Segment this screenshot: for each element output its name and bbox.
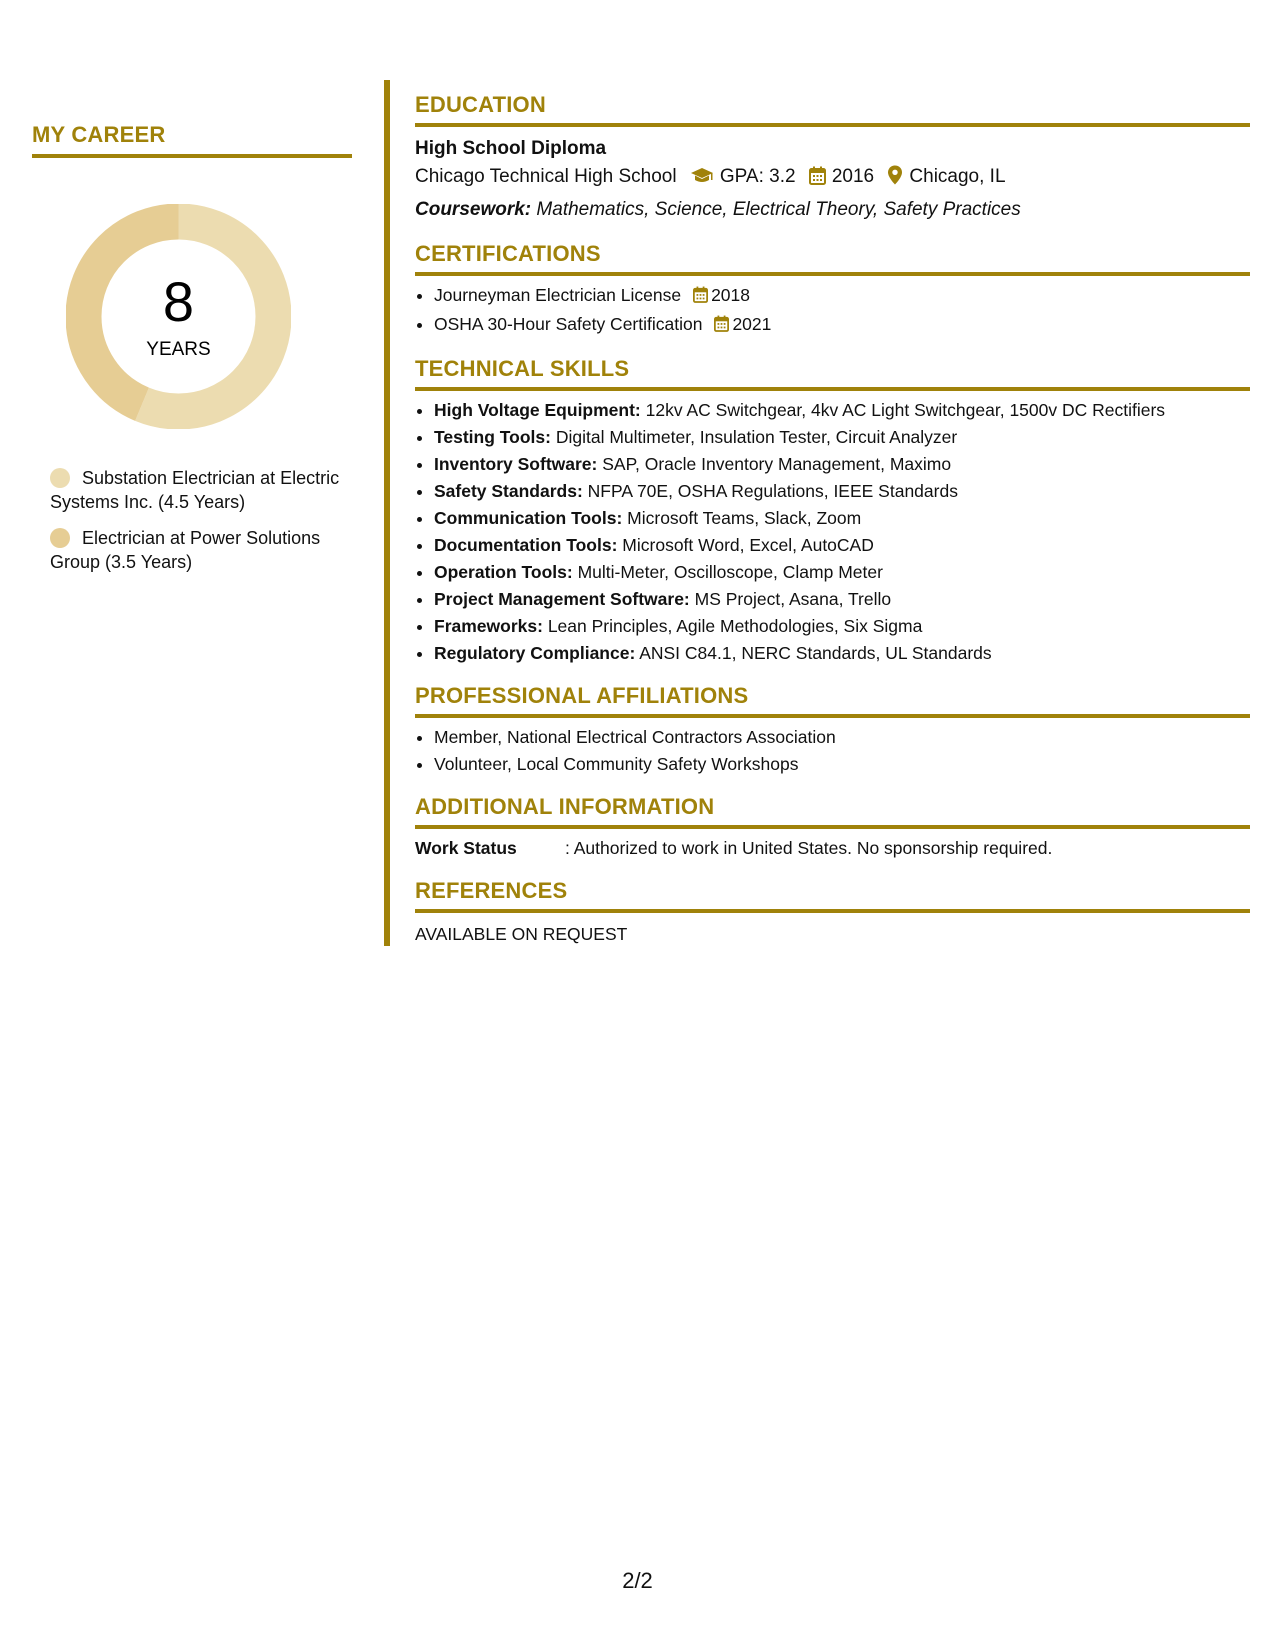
skill-item [434,532,1250,559]
column-divider [384,80,390,946]
education-degree: High School Diploma [415,138,607,159]
skills-section [415,358,1250,667]
certification-name: Journeyman Electrician License [434,285,682,305]
skills-list [415,397,1250,667]
skill-label: Safety Standards: [434,481,583,501]
map-pin-icon [887,165,903,195]
page-number: 2/2 [622,1568,653,1593]
skill-value: Microsoft Word, Excel, AutoCAD [622,535,874,555]
affiliations-heading: PROFESSIONAL AFFILIATIONS [415,685,1250,718]
references-heading: REFERENCES [415,880,1250,913]
skill-item [434,478,1250,505]
certification-name: OSHA 30-Hour Safety Certification [434,314,703,334]
affiliations-list [415,724,1250,778]
skill-item [434,559,1250,586]
skill-label: Inventory Software: [434,454,598,474]
education-coursework [415,195,1250,225]
career-total-years: 8 [162,270,195,333]
skill-label: Regulatory Compliance: [434,643,636,663]
skill-value: NFPA 70E, OSHA Regulations, IEEE Standards [587,481,958,501]
skill-value: Microsoft Teams, Slack, Zoom [627,508,862,528]
calendar-icon [693,284,708,311]
certification-item [434,282,1250,311]
certifications-heading: CERTIFICATIONS [415,243,1250,276]
additional-section [415,796,1250,862]
certification-item [434,311,1250,340]
work-status-label: Work Status [415,838,517,858]
skill-label: Frameworks: [434,616,543,636]
skill-item [434,613,1250,640]
career-heading: MY CAREER [32,124,352,158]
skill-item [434,451,1250,478]
affiliation-item: • Volunteer, Local Community Safety Workshops [434,751,1250,778]
skill-value: Lean Principles, Agile Methodologies, Six Sigma [547,616,923,636]
education-school: Chicago Technical High School [415,166,677,187]
skill-label: Operation Tools: [434,562,573,582]
skill-value: Multi-Meter, Oscilloscope, Clamp Meter [577,562,883,582]
skill-label: Communication Tools: [434,508,623,528]
education-location: Chicago, IL [909,166,1006,187]
skill-label: Testing Tools: [434,427,551,447]
skill-item [434,424,1250,451]
affiliation-item: • Member, National Electrical Contractors Association [434,724,1250,751]
calendar-icon [809,165,826,195]
legend-dot-icon [50,468,70,488]
career-panel [32,122,352,572]
skill-item [434,640,1250,667]
coursework-label: Coursework: [415,199,532,220]
skill-label: Documentation Tools: [434,535,618,555]
career-legend [50,466,350,586]
references-text: AVAILABLE ON REQUEST [415,924,628,944]
skill-label: High Voltage Equipment: [434,400,641,420]
skill-item [434,505,1250,532]
skill-item [434,397,1250,424]
education-gpa: GPA: 3.2 [719,166,796,187]
education-section [415,94,1250,225]
certifications-section [415,243,1250,340]
skill-label: Project Management Software: [434,589,690,609]
education-year: 2016 [831,166,875,187]
legend-label: Substation Electrician at Electric Systems Inc. (4.5 Years) [50,468,340,512]
additional-heading: ADDITIONAL INFORMATION [415,796,1250,829]
skill-value: MS Project, Asana, Trello [694,589,892,609]
education-details [415,162,1250,195]
legend-item [50,526,350,574]
legend-label: Electrician at Power Solutions Group (3.5 Years) [50,528,321,572]
certification-year: 2018 [711,285,751,305]
graduation-cap-icon [690,165,714,195]
skill-value: SAP, Oracle Inventory Management, Maximo [602,454,952,474]
references-section [415,880,1250,948]
skill-value: Digital Multimeter, Insulation Tester, Circuit Analyzer [555,427,958,447]
certification-year: 2021 [732,314,772,334]
education-heading: EDUCATION [415,94,1250,127]
main-content [415,94,1250,948]
coursework-value: Mathematics, Science, Electrical Theory, Safety Practices [536,199,1021,220]
skills-heading: TECHNICAL SKILLS [415,358,1250,391]
skill-value: 12kv AC Switchgear, 4kv AC Light Switchgear, 1500v DC Rectifiers [645,400,1166,420]
career-years-label: YEARS [146,339,211,360]
legend-dot-icon [50,528,70,548]
donut-center [66,204,291,429]
skill-value: ANSI C84.1, NERC Standards, UL Standards [639,643,992,663]
certifications-list [415,282,1250,340]
skill-item [434,586,1250,613]
calendar-icon [714,313,729,340]
work-status-row [415,835,1250,862]
affiliations-section [415,685,1250,778]
legend-item [50,466,350,514]
career-donut-chart [66,204,291,429]
work-status-value: : Authorized to work in United States. No sponsorship required. [565,838,1053,858]
